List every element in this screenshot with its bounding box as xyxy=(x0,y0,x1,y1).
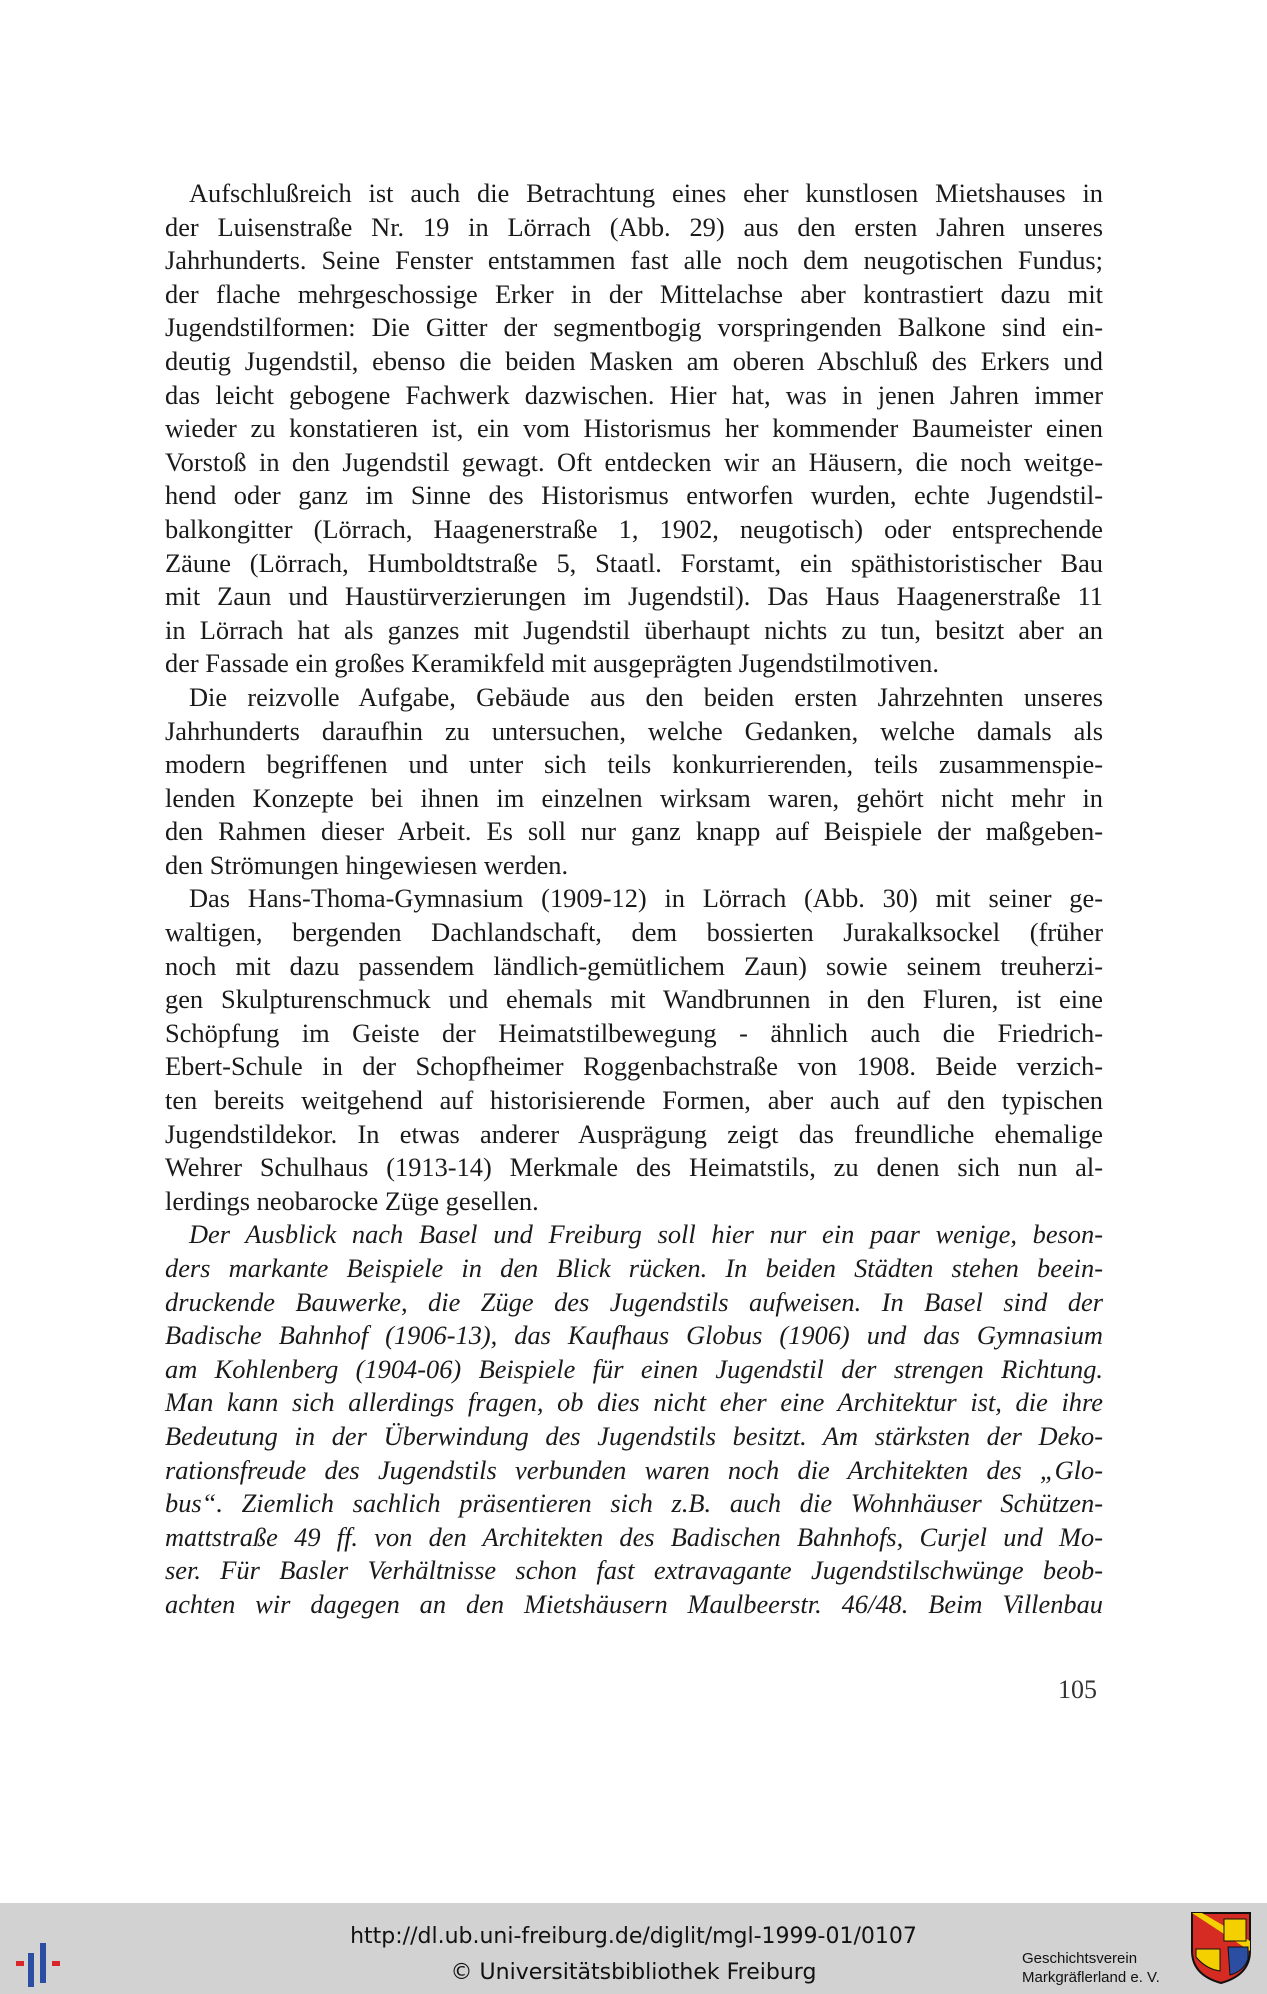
text-line: Die reizvolle Aufgabe, Gebäude aus den beiden ersten Jahrzehnten unseres xyxy=(189,681,1103,712)
copyright-notice: © Universitätsbibliothek Freiburg xyxy=(450,1960,817,1985)
text-line: Jugendstilformen: Die Gitter der segmentbogig vorspringenden Balkone sind ein- xyxy=(165,312,1103,343)
text-line: gen Skulpturenschmuck und ehemals mit Wandbrunnen in den Fluren, ist eine xyxy=(165,984,1103,1015)
text-line: den Rahmen dieser Arbeit. Es soll nur ganz knapp auf Beispiele der maßgeben- xyxy=(165,816,1103,847)
text-line: waltigen, bergenden Dachlandschaft, dem bossierten Jurakalksockel (früher xyxy=(165,917,1103,948)
text-line: das leicht gebogene Fachwerk dazwischen. Hier hat, was in jenen Jahren immer xyxy=(165,379,1103,410)
text-line: balkongitter (Lörrach, Haagenerstraße 1, 1902, neugotisch) oder entsprechende xyxy=(165,513,1103,544)
article-body xyxy=(165,177,1103,1622)
page-number: 105 xyxy=(1058,1675,1097,1704)
text-line: ser. Für Basler Verhältnisse schon fast extravagante Jugendstilschwünge beob- xyxy=(165,1555,1103,1586)
footer-bar xyxy=(0,1903,1267,1994)
text-line: Badische Bahnhof (1906-13), das Kaufhaus Globus (1906) und das Gymnasium xyxy=(165,1320,1103,1351)
text-line: Schöpfung im Geiste der Heimatstilbewegung - ähnlich auch die Friedrich- xyxy=(165,1017,1103,1048)
text-line: Vorstoß in den Jugendstil gewagt. Oft entdecken wir an Häusern, die noch weitge- xyxy=(165,446,1103,477)
document-url-link[interactable]: http://dl.ub.uni-freiburg.de/diglit/mgl-1999-01/0107 xyxy=(350,1924,917,1949)
society-name xyxy=(1022,1949,1160,1987)
text-line: Man kann sich allerdings fragen, ob dies nicht eher eine Architektur ist, die ihre xyxy=(165,1387,1103,1418)
text-line: ten bereits weitgehend auf historisierende Formen, aber auch auf den typischen xyxy=(165,1085,1103,1116)
text-line: noch mit dazu passendem ländlich-gemütlichem Zaun) sowie seinem treuherzi- xyxy=(165,950,1103,981)
text-line: der Fassade ein großes Keramikfeld mit ausgeprägten Jugendstilmotiven. xyxy=(165,648,939,679)
text-line: der Luisenstraße Nr. 19 in Lörrach (Abb. 29) aus den ersten Jahren unseres xyxy=(165,211,1103,242)
text-line: am Kohlenberg (1904-06) Beispiele für einen Jugendstil der strengen Richtung. xyxy=(165,1353,1103,1384)
text-line: in Lörrach hat als ganzes mit Jugendstil überhaupt nichts zu tun, besitzt aber an xyxy=(165,614,1103,645)
text-line: bus“. Ziemlich sachlich präsentieren sich z.B. auch die Wohnhäuser Schützen- xyxy=(165,1488,1103,1519)
text-line: den Strömungen hingewiesen werden. xyxy=(165,849,569,880)
coat-of-arms-icon xyxy=(1190,1911,1252,1985)
text-line: Das Hans-Thoma-Gymnasium (1909-12) in Lörrach (Abb. 30) mit seiner ge- xyxy=(189,883,1103,914)
text-line: Jugendstildekor. In etwas anderer Ausprägung zeigt das freundliche ehemalige xyxy=(165,1118,1103,1149)
text-line: Ebert-Schule in der Schopfheimer Roggenbachstraße von 1908. Beide verzich- xyxy=(165,1051,1103,1082)
text-line: Jahrhunderts daraufhin zu untersuchen, welche Gedanken, welche damals als xyxy=(165,715,1103,746)
text-line: ders markante Beispiele in den Blick rücken. In beiden Städten stehen beein- xyxy=(165,1253,1103,1283)
text-line: Bedeutung in der Überwindung des Jugendstils besitzt. Am stärksten der Deko- xyxy=(165,1420,1103,1451)
text-line: Zäune (Lörrach, Humboldtstraße 5, Staatl. Forstamt, ein späthistoristischer Bau xyxy=(165,547,1103,578)
text-line: modern begriffenen und unter sich teils konkurrierenden, teils zusammenspie- xyxy=(165,749,1103,780)
society-name-line1: Geschichtsverein xyxy=(1022,1950,1138,1967)
text-line: Der Ausblick nach Basel und Freiburg soll hier nur ein paar wenige, beson- xyxy=(189,1219,1103,1250)
text-line: Wehrer Schulhaus (1913-14) Merkmale des Heimatstils, zu denen sich nun al- xyxy=(165,1152,1103,1183)
text-line: wieder zu konstatieren ist, ein vom Historismus her kommender Baumeister einen xyxy=(165,413,1103,444)
text-line: Aufschlußreich ist auch die Betrachtung eines eher kunstlosen Mietshauses in xyxy=(189,178,1103,208)
text-line: mattstraße 49 ff. von den Architekten des Badischen Bahnhofs, Curjel und Mo- xyxy=(165,1521,1103,1552)
text-line: lenden Konzepte bei ihnen im einzelnen wirksam waren, gehört nicht mehr in xyxy=(165,782,1103,813)
text-line: achten wir dagegen an den Mietshäusern Maulbeerstr. 46/48. Beim Villenbau xyxy=(165,1588,1103,1619)
text-line: rationsfreude des Jugendstils verbunden waren noch die Architekten des „Glo- xyxy=(165,1454,1103,1485)
text-line: lerdings neobarocke Züge gesellen. xyxy=(165,1185,539,1216)
text-line: der flache mehrgeschossige Erker in der Mittelachse aber kontrastiert dazu mit xyxy=(165,278,1103,309)
text-line: druckende Bauwerke, die Züge des Jugendstils aufweisen. In Basel sind der xyxy=(165,1286,1103,1317)
text-line: mit Zaun und Haustürverzierungen im Jugendstil). Das Haus Haagenerstraße 11 xyxy=(165,581,1103,612)
text-line: hend oder ganz im Sinne des Historismus entworfen wurden, echte Jugendstil- xyxy=(165,480,1103,511)
text-line: deutig Jugendstil, ebenso die beiden Masken am oberen Abschluß des Erkers und xyxy=(165,345,1103,376)
text-line: Jahrhunderts. Seine Fenster entstammen fast alle noch dem neugotischen Fundus; xyxy=(165,245,1103,276)
society-name-line2: Markgräflerland e. V. xyxy=(1022,1969,1160,1986)
